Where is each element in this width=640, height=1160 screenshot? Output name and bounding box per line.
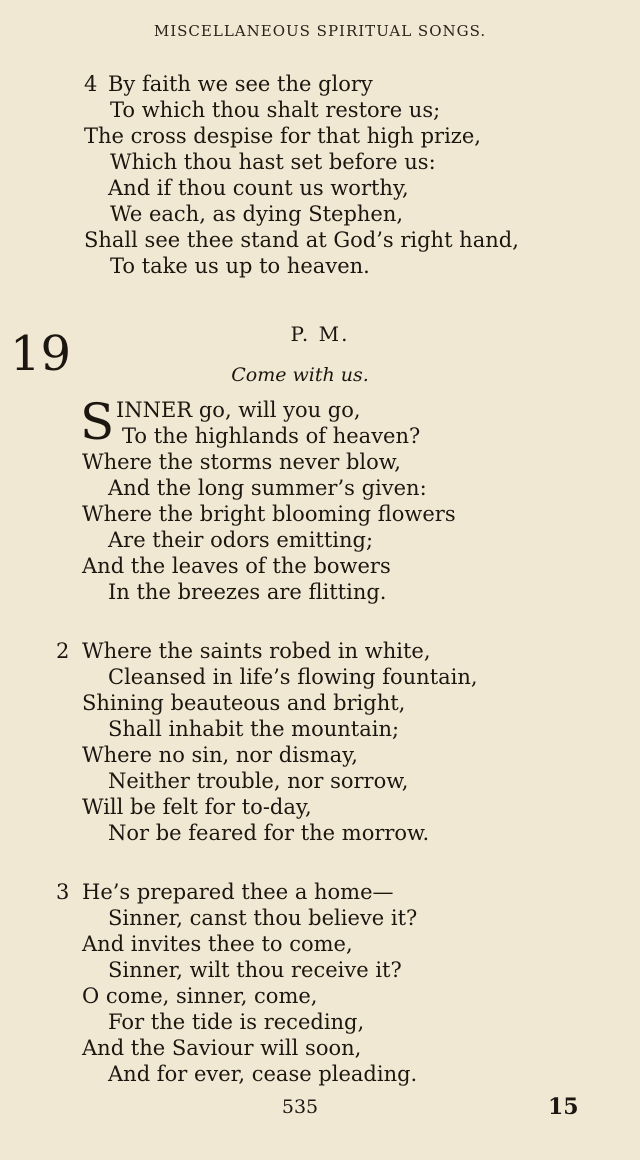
verse-line: Where the saints robed in white, — [82, 639, 431, 663]
verse-line: And the Saviour will soon, — [82, 1036, 362, 1060]
verse-number: 3 — [56, 880, 70, 904]
verse-line: He’s prepared thee a home— — [82, 880, 394, 904]
hymn-meter: P. M. — [290, 322, 350, 346]
verse-line: Cleansed in life’s flowing fountain, — [108, 665, 478, 689]
verse-line: By faith we see the glory — [108, 72, 373, 96]
verse-line: Which thou hast set before us: — [110, 150, 436, 174]
signature-mark: 15 — [548, 1094, 579, 1120]
verse-line: INNER go, will you go, — [116, 398, 361, 422]
verse-line: Sinner, canst thou believe it? — [108, 906, 418, 930]
verse-number: 2 — [56, 639, 70, 663]
verse-line: Shining beauteous and bright, — [82, 691, 406, 715]
verse-line: Will be felt for to-day, — [82, 795, 312, 819]
verse-line: Nor be feared for the morrow. — [108, 821, 430, 845]
verse-line: To the highlands of heaven? — [122, 424, 421, 448]
running-head: MISCELLANEOUS SPIRITUAL SONGS. — [153, 22, 487, 40]
verse-line: Where the bright blooming flowers — [82, 502, 456, 526]
verse-line: O come, sinner, come, — [82, 984, 318, 1008]
verse-line: The cross despise for that high prize, — [84, 124, 481, 148]
verse-line: In the breezes are flitting. — [108, 580, 387, 604]
verse-line: Neither trouble, nor sorrow, — [108, 769, 409, 793]
drop-cap: S — [80, 393, 115, 451]
verse-line: Sinner, wilt thou receive it? — [108, 958, 402, 982]
verse-line: Shall inhabit the mountain; — [108, 717, 400, 741]
verse-line: Where the storms never blow, — [82, 450, 401, 474]
verse-number: 4 — [84, 72, 98, 96]
verse-line: To which thou shalt restore us; — [110, 98, 441, 122]
verse-line: We each, as dying Stephen, — [110, 202, 404, 226]
verse-line: Are their odors emitting; — [108, 528, 374, 552]
page-number: 535 — [281, 1096, 319, 1118]
verse-line: To take us up to heaven. — [110, 254, 370, 278]
hymn-title: Come with us. — [231, 364, 369, 386]
verse-line: And the long summer’s given: — [108, 476, 427, 500]
verse-line: And for ever, cease pleading. — [108, 1062, 418, 1086]
verse-line: And if thou count us worthy, — [108, 176, 409, 200]
verse-line: Shall see thee stand at God’s right hand, — [84, 228, 519, 252]
hymn-number: 19 — [10, 326, 72, 382]
verse-line: For the tide is receding, — [108, 1010, 365, 1034]
verse-line: Where no sin, nor dismay, — [82, 743, 358, 767]
verse-line: And invites thee to come, — [82, 932, 353, 956]
verse-line: And the leaves of the bowers — [82, 554, 391, 578]
